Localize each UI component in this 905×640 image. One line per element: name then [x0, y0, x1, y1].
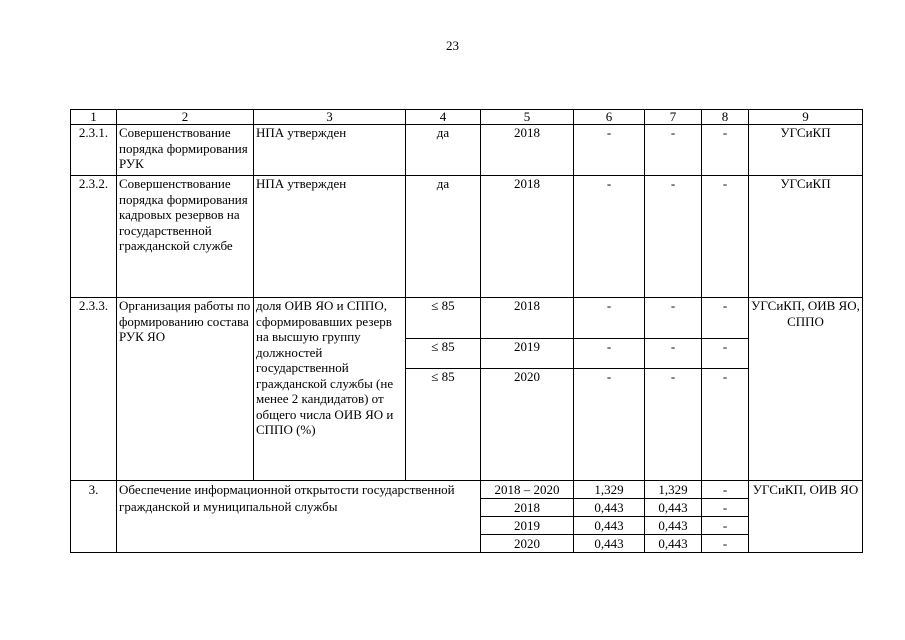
funding-other: -	[702, 517, 749, 535]
measure-name: Обеспечение информационной открытости государственной гражданской и муниципальной службы	[117, 481, 481, 553]
funding-total: 0,443	[574, 535, 645, 553]
measure-name: Совершенствование порядка формирования РУК	[117, 125, 254, 176]
executor: УГСиКП	[749, 125, 863, 176]
row-number: 2.3.2.	[71, 176, 117, 298]
year: 2019	[481, 517, 574, 535]
year: 2018	[481, 499, 574, 517]
funding-regional: 0,443	[645, 517, 702, 535]
header-cell: 5	[481, 110, 574, 125]
header-cell: 6	[574, 110, 645, 125]
funding-regional: 0,443	[645, 535, 702, 553]
funding-regional: -	[645, 298, 702, 339]
table-row	[71, 298, 863, 339]
header-cell: 8	[702, 110, 749, 125]
header-row	[71, 110, 863, 125]
year: 2018	[481, 125, 574, 176]
funding-other: -	[702, 481, 749, 499]
target-value: ≤ 85	[406, 339, 481, 369]
executor: УГСиКП	[749, 176, 863, 298]
funding-other: -	[702, 298, 749, 339]
table-row	[71, 125, 863, 176]
header-cell: 2	[117, 110, 254, 125]
row-number: 3.	[71, 481, 117, 553]
header-cell: 4	[406, 110, 481, 125]
target-value: да	[406, 176, 481, 298]
measure-name: Совершенствование порядка формирования кадровых резервов на государственной гражданской службе	[117, 176, 254, 298]
year: 2018	[481, 298, 574, 339]
year: 2018 – 2020	[481, 481, 574, 499]
program-table	[70, 109, 863, 553]
funding-total: -	[574, 298, 645, 339]
funding-total: -	[574, 339, 645, 369]
funding-other: -	[702, 339, 749, 369]
header-cell: 3	[254, 110, 406, 125]
measure-name: Организация работы по формированию состава РУК ЯО	[117, 298, 254, 481]
funding-regional: -	[645, 125, 702, 176]
indicator: НПА утвержден	[254, 176, 406, 298]
funding-total: -	[574, 176, 645, 298]
header-cell: 7	[645, 110, 702, 125]
funding-regional: -	[645, 369, 702, 481]
row-number: 2.3.1.	[71, 125, 117, 176]
target-value: да	[406, 125, 481, 176]
funding-total: -	[574, 125, 645, 176]
target-value: ≤ 85	[406, 369, 481, 481]
funding-regional: -	[645, 339, 702, 369]
header-cell: 1	[71, 110, 117, 125]
funding-total: 0,443	[574, 517, 645, 535]
year: 2018	[481, 176, 574, 298]
funding-other: -	[702, 369, 749, 481]
funding-regional: -	[645, 176, 702, 298]
year: 2020	[481, 369, 574, 481]
target-value: ≤ 85	[406, 298, 481, 339]
indicator: НПА утвержден	[254, 125, 406, 176]
table-row	[71, 176, 863, 298]
funding-other: -	[702, 176, 749, 298]
funding-other: -	[702, 125, 749, 176]
header-cell: 9	[749, 110, 863, 125]
year: 2019	[481, 339, 574, 369]
funding-total: 0,443	[574, 499, 645, 517]
funding-regional: 1,329	[645, 481, 702, 499]
page-number: 23	[446, 38, 459, 53]
funding-regional: 0,443	[645, 499, 702, 517]
executor: УГСиКП, ОИВ ЯО, СППО	[749, 298, 863, 481]
executor: УГСиКП, ОИВ ЯО	[749, 481, 863, 553]
funding-total: -	[574, 369, 645, 481]
funding-total: 1,329	[574, 481, 645, 499]
table-row	[71, 481, 863, 499]
funding-other: -	[702, 499, 749, 517]
year: 2020	[481, 535, 574, 553]
funding-other: -	[702, 535, 749, 553]
row-number: 2.3.3.	[71, 298, 117, 481]
indicator: доля ОИВ ЯО и СППО, сформировавших резерв на высшую группу должностей государственной гражданской службы (не менее 2 кандидатов) от общего числа ОИВ ЯО и СППО (%)	[254, 298, 406, 481]
